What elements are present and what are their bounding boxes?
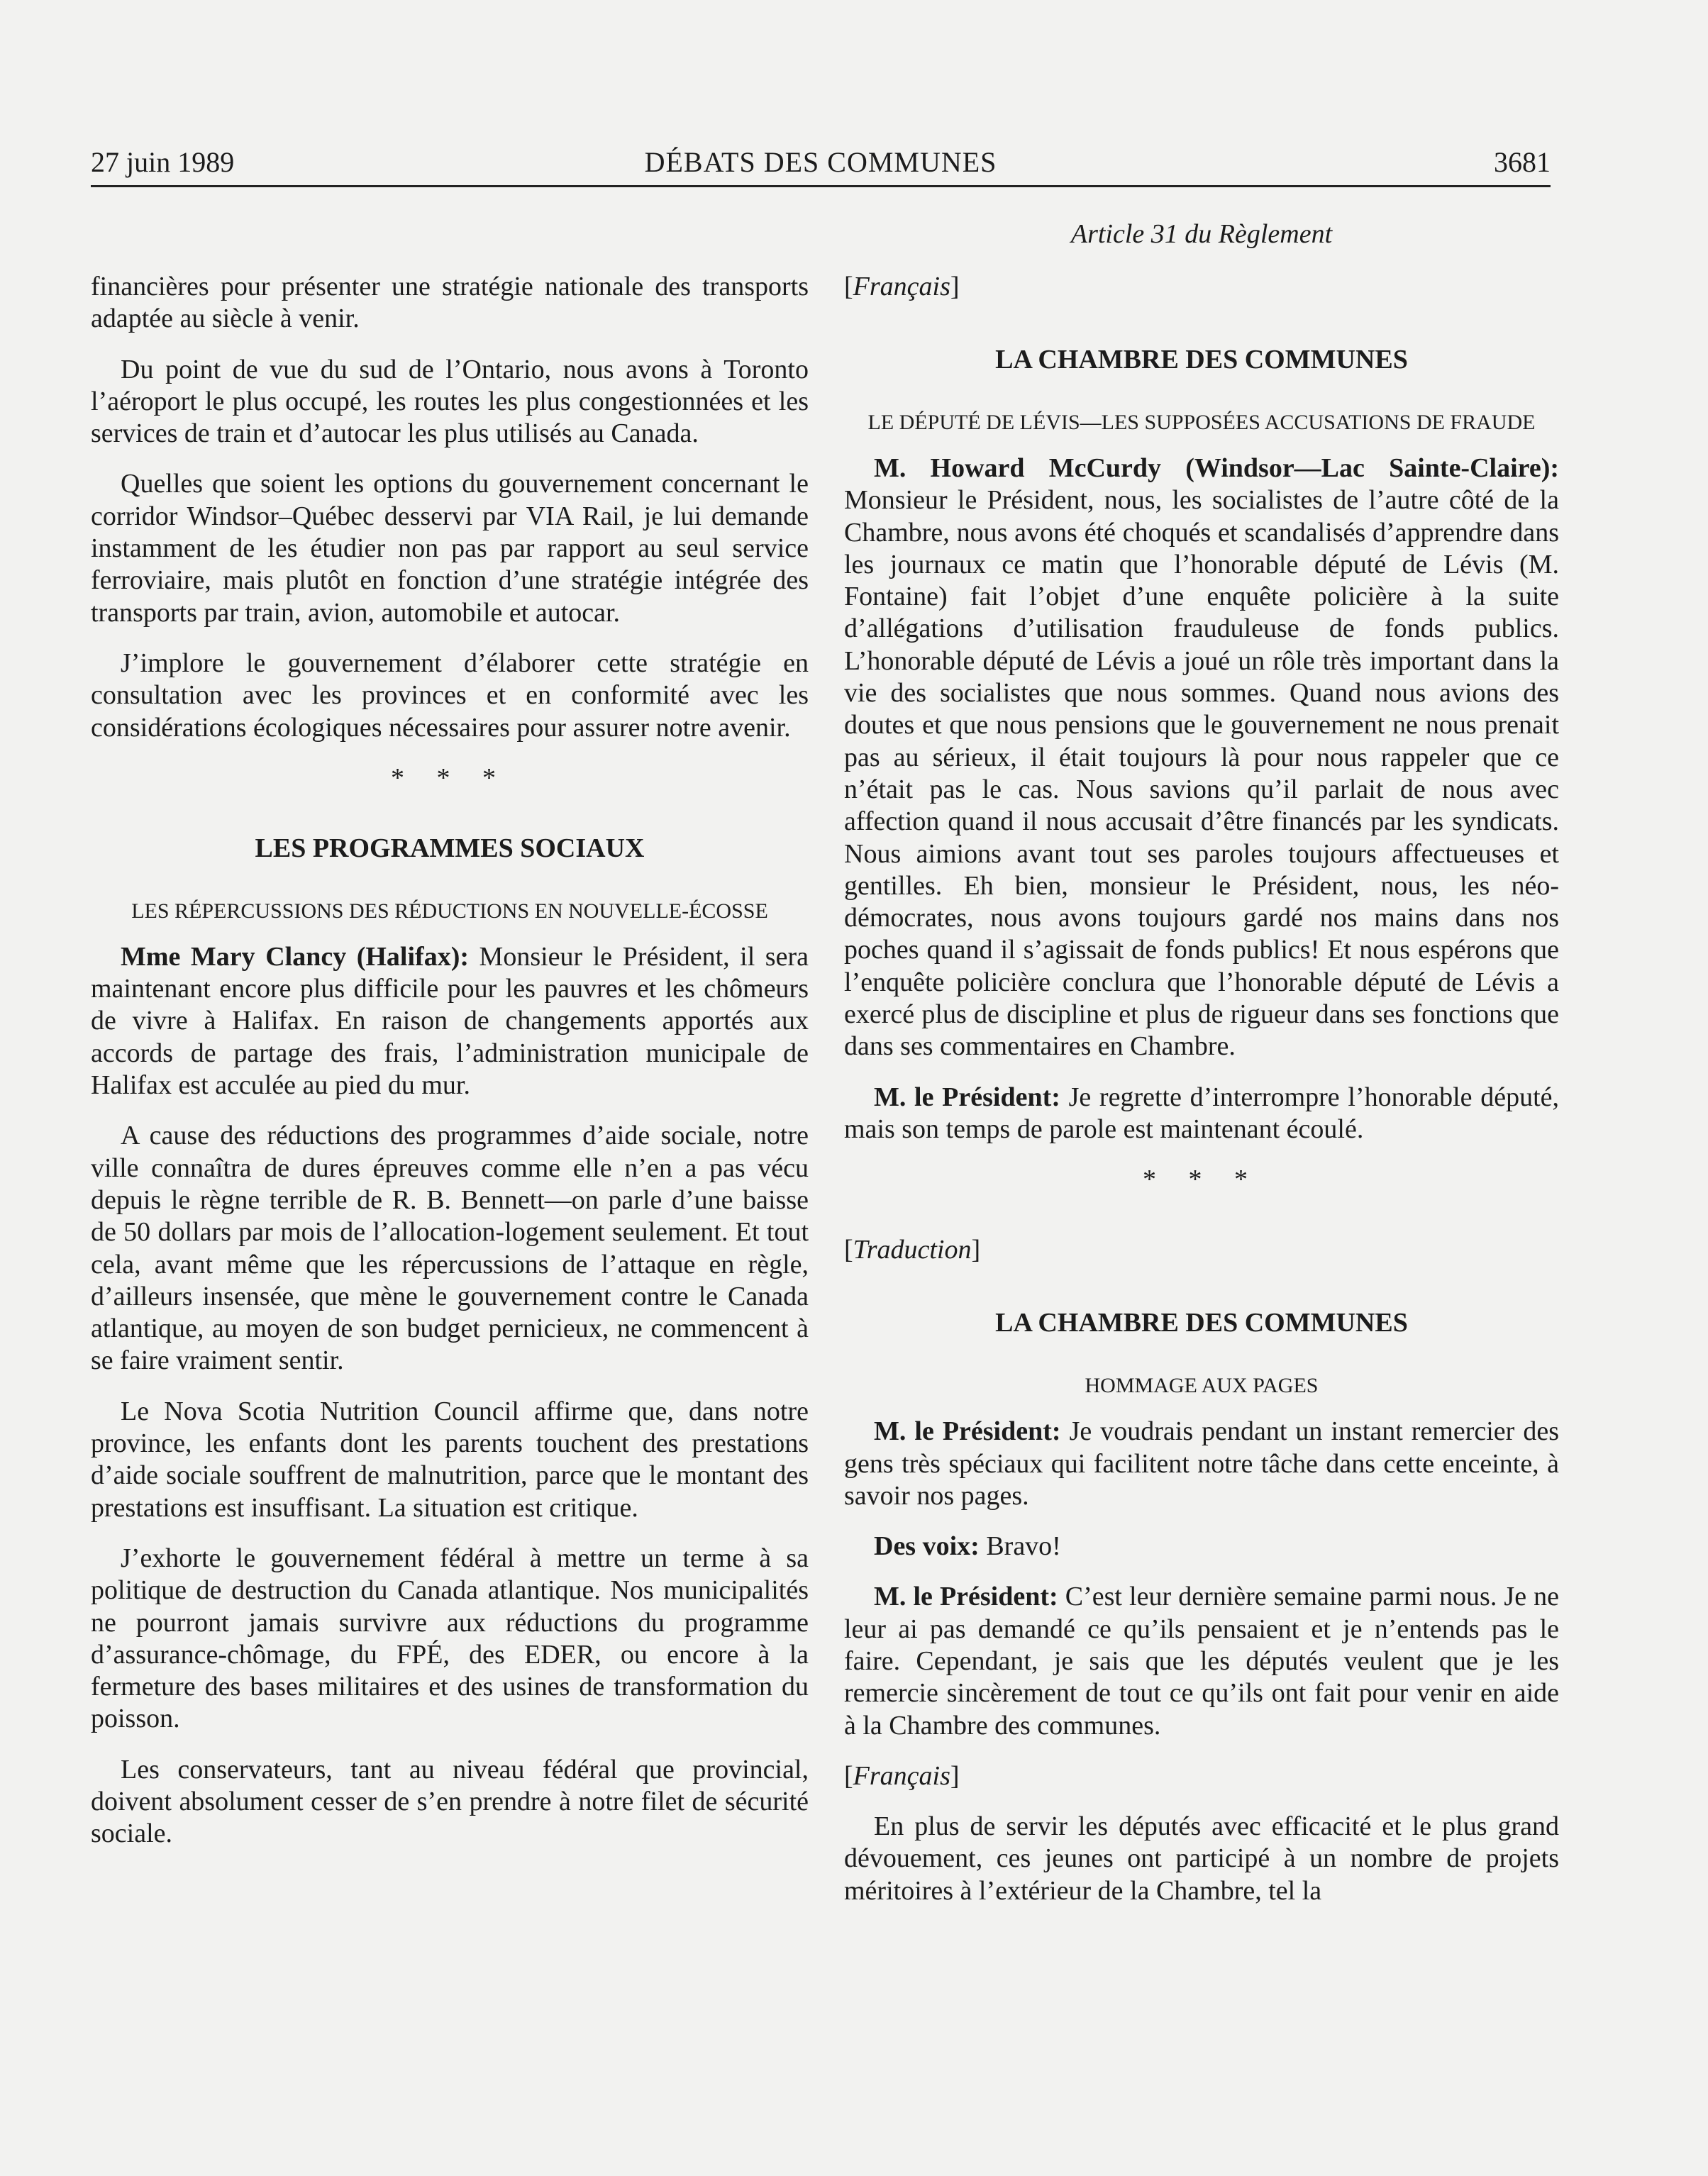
paragraph: Quelles que soient les options du gouvernement concernant le corridor Windsor–Québec desservi par VIA Rail, je lui demande instamment de les étudier non pas par rapport au seul service ferroviaire, mais plutôt en fonction d’une stratégie intégrée des transports par train, avion, automobile et autocar.: [91, 469, 809, 628]
language-label: Traduction: [853, 1235, 972, 1265]
section-separator: * * *: [1143, 1165, 1260, 1195]
language-marker: [Français]: [844, 1760, 960, 1791]
paragraph: Du point de vue du sud de l’Ontario, nous avons à Toronto l’aéroport le plus occupé, les routes les plus congestionnées et les services de train et d’autocar les plus utilisés au Canada.: [91, 354, 809, 449]
paragraph: Les conservateurs, tant au niveau fédéral que provincial, doivent absolument cesser de s’en prendre à notre filet de sécurité sociale.: [91, 1754, 809, 1849]
paragraph: Le Nova Scotia Nutrition Council affirme que, dans notre province, les enfants dont les parents touchent des prestations d’aide sociale souffrent de malnutrition, parce que le montant des prestations est insuffisant. La situation est critique.: [91, 1396, 809, 1523]
speech-text: Monsieur le Président, il sera maintenant encore plus difficile pour les pauvres et les chômeurs de vivre à Halifax. En raison de changements apportés aux accords de partage des frais, l’administration municipale de Halifax est acculée au pied du mur.: [91, 941, 809, 1101]
speech-text: Je voudrais pendant un instant remercier des gens très spéciaux qui facilitent notre tâche dans cette enceinte, à savoir nos pages.: [844, 1416, 1559, 1511]
section-heading: LES PROGRAMMES SOCIAUX: [255, 833, 645, 863]
speaker-name: Des voix:: [874, 1531, 980, 1562]
speech-paragraph: [844, 1416, 1559, 1512]
section-heading: LA CHAMBRE DES COMMUNES: [995, 345, 1408, 374]
language-label: Français: [853, 1760, 950, 1791]
speech-text: Bravo!: [979, 1531, 1061, 1562]
speech-text: Je regrette d’interrompre l’honorable député, mais son temps de parole est maintenant écoulé.: [844, 1082, 1559, 1144]
paragraph: financières pour présenter une stratégie nationale des transports adaptée au siècle à venir.: [91, 272, 809, 334]
section-heading: LA CHAMBRE DES COMMUNES: [995, 1308, 1408, 1338]
section-separator: * * *: [391, 762, 509, 793]
speaker-name: M. Howard McCurdy (Windsor—Lac Sainte-Claire):: [874, 453, 1559, 483]
speech-paragraph: [844, 1082, 1559, 1146]
language-label: Français: [853, 272, 950, 301]
header-date: 27 juin 1989: [91, 146, 235, 178]
speech-text: C’est leur dernière semaine parmi nous. Je ne leur ai pas demandé ce qu’ils pensaient et je n’entends pas le faire. Cependant, je sais que les députés veulent que je les remercie sincèrement de tout ce qu’ils ont fait pour venir en aide à la Chambre des communes.: [844, 1582, 1559, 1741]
running-head: Article 31 du Règlement: [1070, 219, 1333, 249]
section-subheading: HOMMAGE AUX PAGES: [1085, 1374, 1319, 1398]
speaker-name: M. le Président:: [874, 1582, 1058, 1612]
speaker-name: M. le Président:: [874, 1082, 1060, 1112]
speech-paragraph: [844, 1531, 1559, 1562]
paragraph: J’implore le gouvernement d’élaborer cette stratégie en consultation avec les provinces et en conformité avec les considérations écologiques nécessaires pour assurer notre avenir.: [91, 648, 809, 743]
paragraph: J’exhorte le gouvernement fédéral à mettre un terme à sa politique de destruction du Canada atlantique. Nos municipalités ne pourront jamais survivre aux réductions du programme d’assurance-chômage, du FPÉ, des EDER, ou encore à la fermeture des bases militaires et des usines de transformation du poisson.: [91, 1543, 809, 1734]
speech-paragraph: [844, 1581, 1559, 1741]
paragraph: En plus de servir les députés avec efficacité et le plus grand dévouement, ces jeunes ont participé à un nombre de projets méritoires à l’extérieur de la Chambre, tel la: [844, 1811, 1559, 1906]
speech-paragraph: [844, 453, 1559, 1063]
language-marker: [Français]: [844, 272, 960, 301]
page-header: [91, 145, 1551, 187]
section-subheading: LE DÉPUTÉ DE LÉVIS—LES SUPPOSÉES ACCUSATIONS DE FRAUDE: [867, 411, 1536, 434]
header-page-number: 3681: [1494, 146, 1551, 178]
speaker-name: M. le Président:: [874, 1416, 1061, 1447]
section-subheading: LES RÉPERCUSSIONS DES RÉDUCTIONS EN NOUVELLE-ÉCOSSE: [131, 899, 768, 923]
left-column: [91, 271, 809, 2133]
speech-paragraph: [91, 941, 809, 1101]
speaker-name: Mme Mary Clancy (Halifax):: [121, 941, 470, 972]
right-column: [844, 271, 1559, 2133]
paragraph: A cause des réductions des programmes d’aide sociale, notre ville connaîtra de dures épreuves comme elle n’en a pas vécu depuis le règne terrible de R. B. Bennett—on parle d’une baisse de 50 dollars par mois de l’allocation-logement seulement. Et tout cela, avant même que les répercussions de l’attaque en règle, d’ailleurs insensée, que mène le gouvernement contre le Canada atlantique, au moyen de son budget pernicieux, ne commencent à se faire vraiment sentir.: [91, 1121, 809, 1376]
header-title: DÉBATS DES COMMUNES: [644, 146, 997, 178]
speech-text: Monsieur le Président, nous, les socialistes de l’autre côté de la Chambre, nous avons été choqués et scandalisés d’apprendre dans les journaux ce matin que l’honorable député de Lévis (M. Fontaine) fait l’objet d’une enquête policière à la suite d’allégations d’utilisation frauduleuse de fonds publics. L’honorable député de Lévis a joué un rôle très important dans la vie des socialistes que nous sommes. Quand nous avions des doutes et que nous pensions que le gouvernement ne nous prenait pas au sérieux, il était toujours là pour nous rappeler que ce n’était pas le cas. Nous savions qu’il parlait de nous avec affection quand il nous accusait d’être financés par les syndicats. Nous aimions avant tout ses paroles toujours affectueuses et gentilles. Eh bien, monsieur le Président, nous, les néo-démocrates, nous avons toujours gardé nos mains dans nos poches quand il s’agissait de fonds publics! Et nous espérons que l’enquête policière conclura que l’honorable député de Lévis a exercé plus de discipline et plus de rigueur dans ses fonctions que dans ses commentaires en Chambre.: [844, 485, 1559, 1062]
language-marker: [Traduction]: [844, 1235, 981, 1265]
